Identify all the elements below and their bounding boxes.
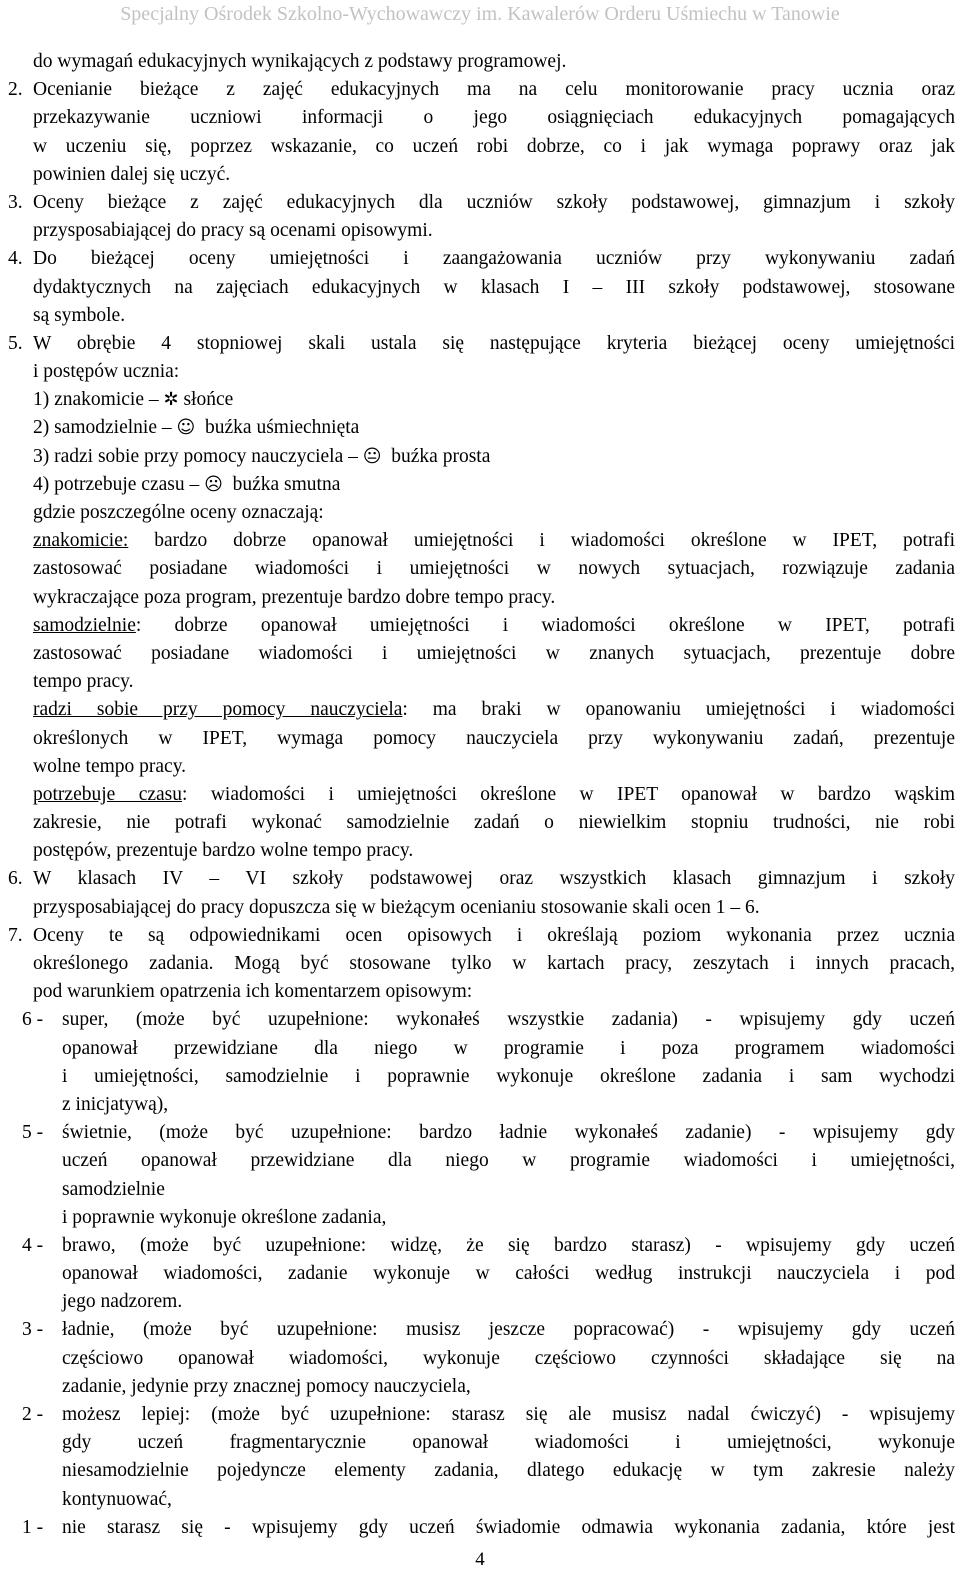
text-span: słońce <box>178 389 234 411</box>
line-text: w uczeniu się, poprzez wskazanie, co uczeń robi dobrze, co i jak wymaga poprawy oraz jak <box>33 135 955 157</box>
text-line <box>0 48 960 76</box>
text-span: buźka uśmiechnięta <box>195 417 360 439</box>
text-line <box>0 133 960 161</box>
list-marker: 3 - <box>22 1319 44 1341</box>
text-line <box>0 894 960 922</box>
text-line <box>0 189 960 217</box>
text-span: buźka smutna <box>222 473 341 495</box>
line-text: określonych w IPET, wymaga pomocy nauczyciela przy wykonywaniu zadań, prezentuje <box>33 727 955 749</box>
line-text: Oceny te są odpowiednikami ocen opisowych i określają poziom wykonania przez ucznia <box>33 924 955 946</box>
text-line <box>0 978 960 1006</box>
neutral-face-symbol: 😐 <box>362 445 382 467</box>
sad-face-symbol: ☹ <box>204 473 223 495</box>
line-text: uczeń opanował przewidziane dla niego w programie wiadomości i umiejętności, <box>62 1150 955 1172</box>
text-span: 4) potrzebuje czasu – <box>33 473 205 495</box>
line-text: przekazywanie uczniowi informacji o jego osiągnięciach edukacyjnych pomagających <box>33 107 955 129</box>
text-line <box>0 1091 960 1119</box>
line-text: ładnie, (może być uzupełnione: musisz jeszcze popracować) - wpisujemy gdy uczeń <box>62 1319 955 1341</box>
smiling-face-symbol: ☺ <box>176 417 196 439</box>
underlined-term: potrzebuje czasu <box>33 783 182 805</box>
text-line <box>0 414 960 442</box>
text-line <box>0 330 960 358</box>
text-line <box>0 1063 960 1091</box>
line-text <box>33 781 955 809</box>
text-line <box>0 950 960 978</box>
text-line <box>0 217 960 245</box>
line-text: samodzielnie <box>62 1178 165 1200</box>
line-text <box>33 696 955 724</box>
text-line <box>0 245 960 273</box>
list-marker: 5 - <box>22 1122 44 1144</box>
underlined-term: znakomicie: <box>33 530 129 552</box>
page-header: Specjalny Ośrodek Szkolno-Wychowawczy im. Kawalerów Orderu Uśmiechu w Tanowie <box>120 2 840 25</box>
document-body <box>0 48 960 1542</box>
list-marker: 1 - <box>22 1516 44 1538</box>
line-text: i postępów ucznia: <box>33 361 180 383</box>
line-text: częściowo opanował wiadomości, wykonuje częściowo czynności składające się na <box>62 1347 955 1369</box>
text-line <box>0 302 960 330</box>
text-line <box>0 471 960 499</box>
list-marker: 4. <box>8 248 23 270</box>
line-text <box>33 443 955 471</box>
text-line <box>0 865 960 893</box>
line-text: wolne tempo pracy. <box>33 755 187 777</box>
line-text <box>33 471 955 499</box>
line-text: wykraczające poza program, prezentuje bardzo dobre tempo pracy. <box>33 586 556 608</box>
line-text: powinien dalej się uczyć. <box>33 163 231 185</box>
line-text: gdy uczeń fragmentarycznie opanował wiadomości i umiejętności, wykonuje <box>62 1432 955 1454</box>
underlined-term: samodzielnie <box>33 614 136 636</box>
line-text: niesamodzielnie pojedyncze elementy zadania, dlatego edukację w tym zakresie należy <box>62 1460 955 1482</box>
text-line <box>0 584 960 612</box>
list-marker: 3. <box>8 191 23 213</box>
line-text: opanował przewidziane dla niego w programie i poza programem wiadomości <box>62 1037 955 1059</box>
text-span: 2) samodzielnie – <box>33 417 177 439</box>
line-text <box>33 612 955 640</box>
line-text <box>33 414 955 442</box>
list-marker: 6. <box>8 868 23 890</box>
line-text: przysposabiającej do pracy dopuszcza się w bieżącym ocenianiu stosowanie skali ocen 1 – 6. <box>33 896 760 918</box>
line-text: zastosować posiadane wiadomości i umiejętności w nowych sytuacjach, rozwiązuje zadania <box>33 558 955 580</box>
text-line <box>0 837 960 865</box>
text-span: bardzo dobrze opanował umiejętności i wiadomości określone w IPET, potrafi <box>128 530 955 552</box>
line-text: możesz lepiej: (może być uzupełnione: starasz się ale musisz nadal ćwiczyć) - wpisujemy <box>62 1404 955 1425</box>
list-marker: 7. <box>8 924 23 946</box>
line-text: i poprawnie wykonuje określone zadania, <box>62 1206 387 1228</box>
line-text: pod warunkiem opatrzenia ich komentarzem opisowym: <box>33 981 473 1003</box>
line-text <box>33 527 955 555</box>
text-line <box>0 104 960 132</box>
line-text: zadanie, jedynie przy znacznej pomocy nauczyciela, <box>62 1375 471 1397</box>
text-line <box>0 696 960 724</box>
text-line <box>0 1514 960 1542</box>
line-text: gdzie poszczególne oceny oznaczają: <box>33 502 324 523</box>
text-span: : dobrze opanował umiejętności i wiadomości określone w IPET, potrafi <box>135 614 955 636</box>
sun-symbol: ✲ <box>163 389 179 411</box>
list-marker: 2. <box>8 79 23 101</box>
text-line <box>0 443 960 471</box>
underlined-term: radzi sobie przy pomocy nauczyciela <box>33 699 403 721</box>
line-text: brawo, (może być uzupełnione: widzę, że się bardzo starasz) - wpisujemy gdy uczeń <box>62 1234 955 1256</box>
text-line <box>0 753 960 781</box>
text-line <box>0 809 960 837</box>
line-text: tempo pracy. <box>33 671 134 693</box>
page-number: 4 <box>475 1549 485 1570</box>
text-line <box>0 1345 960 1373</box>
text-line <box>0 386 960 414</box>
line-text: Oceny bieżące z zajęć edukacyjnych dla uczniów szkoły podstawowej, gimnazjum i szkoły <box>33 191 955 213</box>
text-line <box>0 555 960 583</box>
line-text: określonego zadania. Mogą być stosowane tylko w kartach pracy, zeszytach i innych pracach, <box>33 953 955 974</box>
line-text: W obrębie 4 stopniowej skali ustala się następujące kryteria bieżącej oceny umiejętności <box>33 332 955 354</box>
text-line <box>0 527 960 555</box>
text-line <box>0 1119 960 1147</box>
line-text: dydaktycznych na zajęciach edukacyjnych w klasach I – III szkoły podstawowej, stosowane <box>33 276 955 298</box>
text-line <box>0 1204 960 1232</box>
line-text: Do bieżącej oceny umiejętności i zaangażowania uczniów przy wykonywaniu zadań <box>33 248 955 270</box>
text-line <box>0 1035 960 1063</box>
line-text: nie starasz się - wpisujemy gdy uczeń świadomie odmawia wykonania zadania, które jest <box>62 1516 955 1538</box>
text-line <box>0 1176 960 1204</box>
text-line <box>0 358 960 386</box>
line-text: kontynuować, <box>62 1488 172 1510</box>
text-line <box>0 668 960 696</box>
text-line <box>0 612 960 640</box>
line-text: W klasach IV – VI szkoły podstawowej oraz wszystkich klasach gimnazjum i szkoły <box>33 868 955 890</box>
text-line <box>0 1006 960 1034</box>
line-text: Ocenianie bieżące z zajęć edukacyjnych ma na celu monitorowanie pracy ucznia oraz <box>33 79 955 101</box>
line-text: opanował wiadomości, zadanie wykonuje w całości według instrukcji nauczyciela i pod <box>62 1263 955 1285</box>
text-line <box>0 1147 960 1175</box>
line-text <box>33 386 955 414</box>
text-line <box>0 1316 960 1344</box>
line-text: zastosować posiadane wiadomości i umiejętności w znanych sytuacjach, prezentuje dobre <box>33 642 955 664</box>
text-line <box>0 1288 960 1316</box>
text-line <box>0 1401 960 1429</box>
line-text: zakresie, nie potrafi wykonać samodzielnie zadań o niewielkim stopniu trudności, nie robi <box>33 812 955 834</box>
line-text: do wymagań edukacyjnych wynikających z podstawy programowej. <box>33 51 567 72</box>
line-text: postępów, prezentuje bardzo wolne tempo pracy. <box>33 840 414 862</box>
line-text: przysposabiającej do pracy są ocenami opisowymi. <box>33 220 433 242</box>
text-line <box>0 640 960 668</box>
list-marker: 4 - <box>22 1234 44 1256</box>
list-marker: 6 - <box>22 1009 44 1031</box>
text-line <box>0 76 960 104</box>
text-span: buźka prosta <box>381 445 491 467</box>
line-text: i umiejętności, samodzielnie i poprawnie wykonuje określone zadania i sam wychodzi <box>62 1065 955 1087</box>
text-span: 1) znakomicie – <box>33 389 164 411</box>
line-text: są symbole. <box>33 304 126 326</box>
line-text: jego nadzorem. <box>62 1291 183 1313</box>
list-marker: 5. <box>8 332 23 354</box>
text-span: : wiadomości i umiejętności określone w IPET opanował w bardzo wąskim <box>182 783 955 805</box>
line-text: z inicjatywą), <box>62 1093 169 1115</box>
text-line <box>0 161 960 189</box>
text-line <box>0 1232 960 1260</box>
text-line <box>0 1429 960 1457</box>
text-line <box>0 1373 960 1401</box>
text-line <box>0 499 960 527</box>
text-line <box>0 274 960 302</box>
text-line <box>0 781 960 809</box>
line-text: super, (może być uzupełnione: wykonałeś wszystkie zadania) - wpisujemy gdy uczeń <box>62 1009 955 1031</box>
text-line <box>0 922 960 950</box>
text-line <box>0 1260 960 1288</box>
text-span: 3) radzi sobie przy pomocy nauczyciela – <box>33 445 363 467</box>
text-span: : ma braki w opanowaniu umiejętności i wiadomości <box>402 699 956 721</box>
list-marker: 2 - <box>22 1404 44 1425</box>
text-line <box>0 1486 960 1514</box>
line-text: świetnie, (może być uzupełnione: bardzo ładnie wykonałeś zadanie) - wpisujemy gdy <box>62 1122 955 1144</box>
text-line <box>0 725 960 753</box>
text-line <box>0 1457 960 1485</box>
